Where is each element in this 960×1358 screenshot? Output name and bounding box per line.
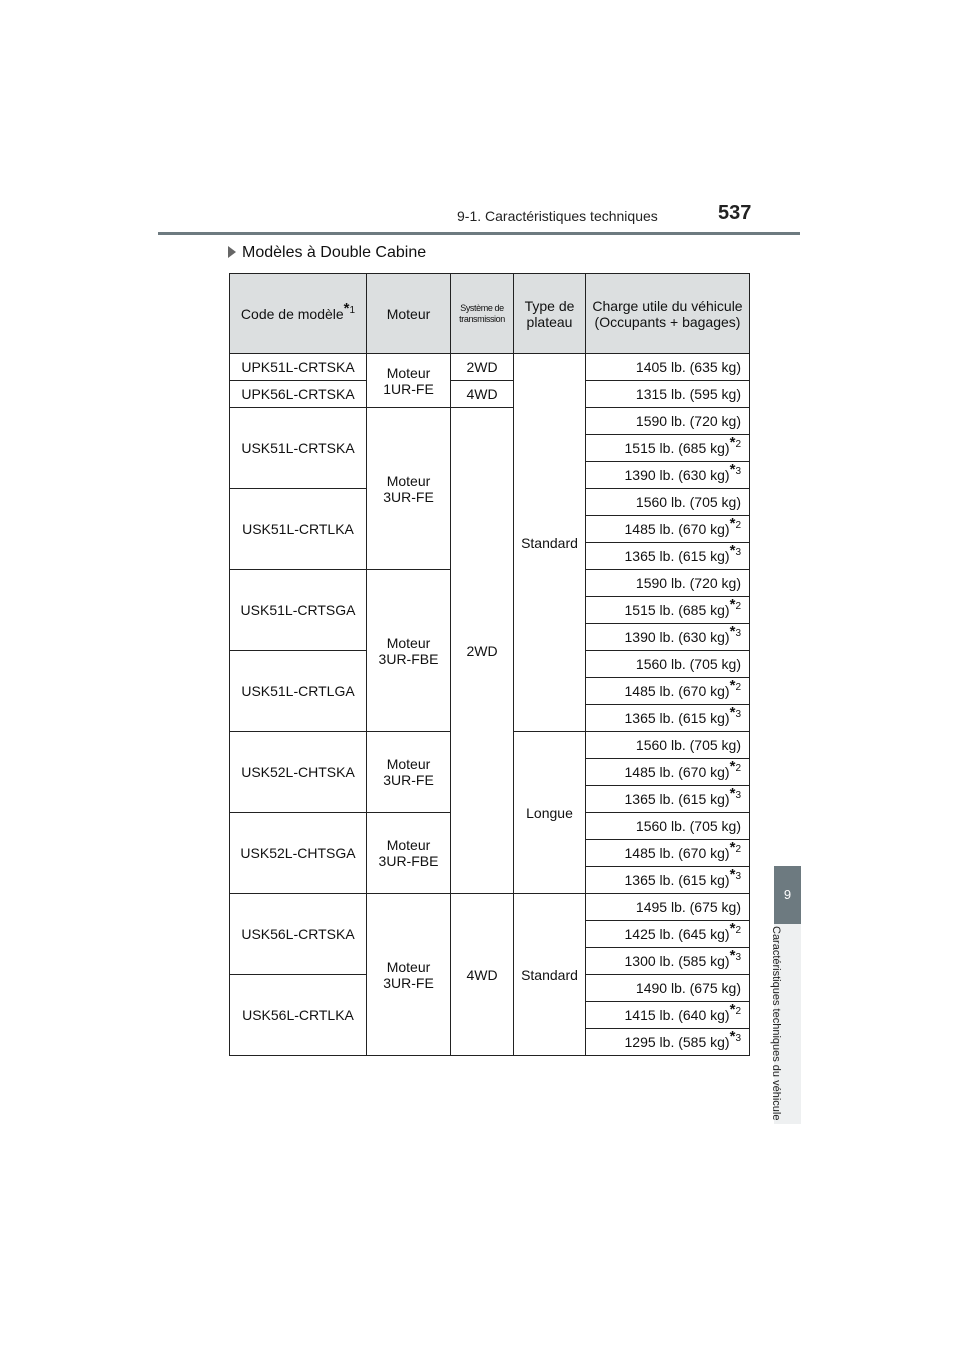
footnote-marker: *3 bbox=[729, 704, 741, 721]
section-header-title: 9-1. Caractéristiques techniques bbox=[457, 208, 658, 224]
footnote-marker: *2 bbox=[729, 515, 741, 532]
table-row bbox=[230, 408, 750, 435]
payload-cell bbox=[586, 975, 750, 1002]
payload-cell bbox=[586, 381, 750, 408]
footnote-marker: *1 bbox=[343, 299, 356, 317]
footnote-marker: *3 bbox=[729, 947, 741, 964]
payload-cell bbox=[586, 651, 750, 678]
payload-value: 1515 lb. (685 kg) bbox=[624, 602, 730, 618]
payload-value: 1485 lb. (670 kg) bbox=[624, 521, 730, 537]
footnote-marker: *3 bbox=[729, 866, 741, 883]
payload-cell bbox=[586, 597, 750, 624]
payload-cell bbox=[586, 516, 750, 543]
payload-value: 1560 lb. (705 kg) bbox=[635, 656, 741, 672]
engine-cell: Moteur 1UR-FE bbox=[367, 354, 451, 408]
model-code-cell: USK51L-CRTLKA bbox=[230, 489, 367, 570]
payload-cell bbox=[586, 624, 750, 651]
triangle-bullet-icon bbox=[228, 246, 236, 258]
footnote-number: 3 bbox=[735, 628, 741, 639]
footnote-number: 3 bbox=[735, 790, 741, 801]
payload-value: 1590 lb. (720 kg) bbox=[635, 575, 741, 591]
footnote-number: 2 bbox=[735, 1006, 741, 1017]
payload-value: 1485 lb. (670 kg) bbox=[624, 683, 730, 699]
payload-value: 1415 lb. (640 kg) bbox=[624, 1007, 730, 1023]
engine-cell: Moteur 3UR-FBE bbox=[367, 813, 451, 894]
subsection-title bbox=[228, 244, 426, 262]
footnote-number: 3 bbox=[735, 709, 741, 720]
table-row bbox=[230, 381, 750, 408]
model-code-cell: USK51L-CRTLGA bbox=[230, 651, 367, 732]
footnote-number: 3 bbox=[735, 871, 741, 882]
subsection-title-text: Modèles à Double Cabine bbox=[242, 244, 427, 261]
footnote-number: 2 bbox=[735, 439, 741, 450]
payload-value: 1365 lb. (615 kg) bbox=[624, 548, 730, 564]
header-drive-system: Système de transmission bbox=[451, 274, 514, 354]
footnote-marker: *3 bbox=[729, 542, 741, 559]
footnote-number: 2 bbox=[735, 520, 741, 531]
payload-value: 1315 lb. (595 kg) bbox=[635, 386, 741, 402]
payload-value: 1485 lb. (670 kg) bbox=[624, 764, 730, 780]
header-payload: Charge utile du véhicule (Occupants + bagages) bbox=[586, 274, 750, 354]
footnote-number: 1 bbox=[349, 304, 356, 316]
header-divider bbox=[158, 232, 800, 235]
engine-cell: Moteur 3UR-FE bbox=[367, 408, 451, 570]
payload-value: 1390 lb. (630 kg) bbox=[624, 629, 730, 645]
payload-value: 1515 lb. (685 kg) bbox=[624, 440, 730, 456]
footnote-number: 2 bbox=[735, 844, 741, 855]
chapter-tab-title: Caractéristiques techniques du véhicule bbox=[770, 926, 782, 1121]
bed-type-cell: Standard bbox=[514, 354, 586, 732]
payload-value: 1365 lb. (615 kg) bbox=[624, 710, 730, 726]
model-code-cell: USK51L-CRTSGA bbox=[230, 570, 367, 651]
footnote-marker: *2 bbox=[729, 677, 741, 694]
header-model-code bbox=[230, 274, 367, 354]
payload-table bbox=[229, 273, 750, 1056]
footnote-marker: *3 bbox=[729, 1028, 741, 1045]
payload-value: 1365 lb. (615 kg) bbox=[624, 791, 730, 807]
drive-cell: 2WD bbox=[451, 408, 514, 894]
model-code-cell: USK56L-CRTSKA bbox=[230, 894, 367, 975]
payload-cell bbox=[586, 705, 750, 732]
payload-cell bbox=[586, 570, 750, 597]
drive-cell: 4WD bbox=[451, 381, 514, 408]
payload-cell bbox=[586, 813, 750, 840]
payload-cell bbox=[586, 408, 750, 435]
bed-type-cell: Longue bbox=[514, 732, 586, 894]
payload-cell bbox=[586, 489, 750, 516]
payload-value: 1560 lb. (705 kg) bbox=[635, 494, 741, 510]
footnote-marker: *2 bbox=[729, 596, 741, 613]
payload-cell bbox=[586, 921, 750, 948]
payload-value: 1295 lb. (585 kg) bbox=[624, 1034, 730, 1050]
engine-cell: Moteur 3UR-FE bbox=[367, 732, 451, 813]
footnote-marker: *3 bbox=[729, 785, 741, 802]
engine-cell: Moteur 3UR-FE bbox=[367, 894, 451, 1056]
payload-cell bbox=[586, 786, 750, 813]
payload-value: 1485 lb. (670 kg) bbox=[624, 845, 730, 861]
payload-cell bbox=[586, 435, 750, 462]
payload-cell bbox=[586, 678, 750, 705]
engine-cell: Moteur 3UR-FBE bbox=[367, 570, 451, 732]
footnote-number: 2 bbox=[735, 601, 741, 612]
model-code-cell: USK52L-CHTSKA bbox=[230, 732, 367, 813]
drive-cell: 2WD bbox=[451, 354, 514, 381]
payload-cell bbox=[586, 759, 750, 786]
payload-cell bbox=[586, 354, 750, 381]
model-code-cell: UPK51L-CRTSKA bbox=[230, 354, 367, 381]
table-row bbox=[230, 894, 750, 921]
payload-cell bbox=[586, 948, 750, 975]
payload-value: 1390 lb. (630 kg) bbox=[624, 467, 730, 483]
footnote-number: 3 bbox=[735, 547, 741, 558]
footnote-number: 3 bbox=[735, 466, 741, 477]
header-model-code-text: Code de modèle bbox=[240, 305, 344, 322]
footnote-number: 3 bbox=[735, 952, 741, 963]
footnote-number: 2 bbox=[735, 682, 741, 693]
footnote-marker: *3 bbox=[729, 623, 741, 640]
model-code-cell: UPK56L-CRTSKA bbox=[230, 381, 367, 408]
footnote-marker: *2 bbox=[729, 920, 741, 937]
footnote-marker: *2 bbox=[729, 1001, 741, 1018]
drive-cell: 4WD bbox=[451, 894, 514, 1056]
header-engine: Moteur bbox=[367, 274, 451, 354]
payload-value: 1365 lb. (615 kg) bbox=[624, 872, 730, 888]
payload-value: 1560 lb. (705 kg) bbox=[635, 737, 741, 753]
payload-value: 1495 lb. (675 kg) bbox=[635, 899, 741, 915]
bed-type-cell: Standard bbox=[514, 894, 586, 1056]
model-code-cell: USK56L-CRTLKA bbox=[230, 975, 367, 1056]
footnote-marker: *2 bbox=[729, 758, 741, 775]
page-number: 537 bbox=[718, 202, 752, 224]
footnote-marker: *2 bbox=[729, 839, 741, 856]
header-bed-type: Type de plateau bbox=[514, 274, 586, 354]
payload-value: 1560 lb. (705 kg) bbox=[635, 818, 741, 834]
payload-cell bbox=[586, 1002, 750, 1029]
footnote-number: 3 bbox=[735, 1033, 741, 1044]
model-code-cell: USK52L-CHTSGA bbox=[230, 813, 367, 894]
chapter-tab-number: 9 bbox=[774, 866, 801, 924]
payload-cell bbox=[586, 543, 750, 570]
payload-cell bbox=[586, 1029, 750, 1056]
payload-cell bbox=[586, 894, 750, 921]
payload-cell bbox=[586, 867, 750, 894]
model-code-cell: USK51L-CRTSKA bbox=[230, 408, 367, 489]
table-row bbox=[230, 354, 750, 381]
payload-value: 1425 lb. (645 kg) bbox=[624, 926, 730, 942]
footnote-marker: *3 bbox=[729, 461, 741, 478]
payload-cell bbox=[586, 840, 750, 867]
payload-value: 1405 lb. (635 kg) bbox=[635, 359, 741, 375]
footnote-number: 2 bbox=[735, 763, 741, 774]
payload-cell bbox=[586, 462, 750, 489]
payload-value: 1490 lb. (675 kg) bbox=[635, 980, 741, 996]
payload-value: 1300 lb. (585 kg) bbox=[624, 953, 730, 969]
table-header-row bbox=[230, 274, 750, 354]
footnote-number: 2 bbox=[735, 925, 741, 936]
payload-cell bbox=[586, 732, 750, 759]
payload-value: 1590 lb. (720 kg) bbox=[635, 413, 741, 429]
footnote-marker: *2 bbox=[729, 434, 741, 451]
